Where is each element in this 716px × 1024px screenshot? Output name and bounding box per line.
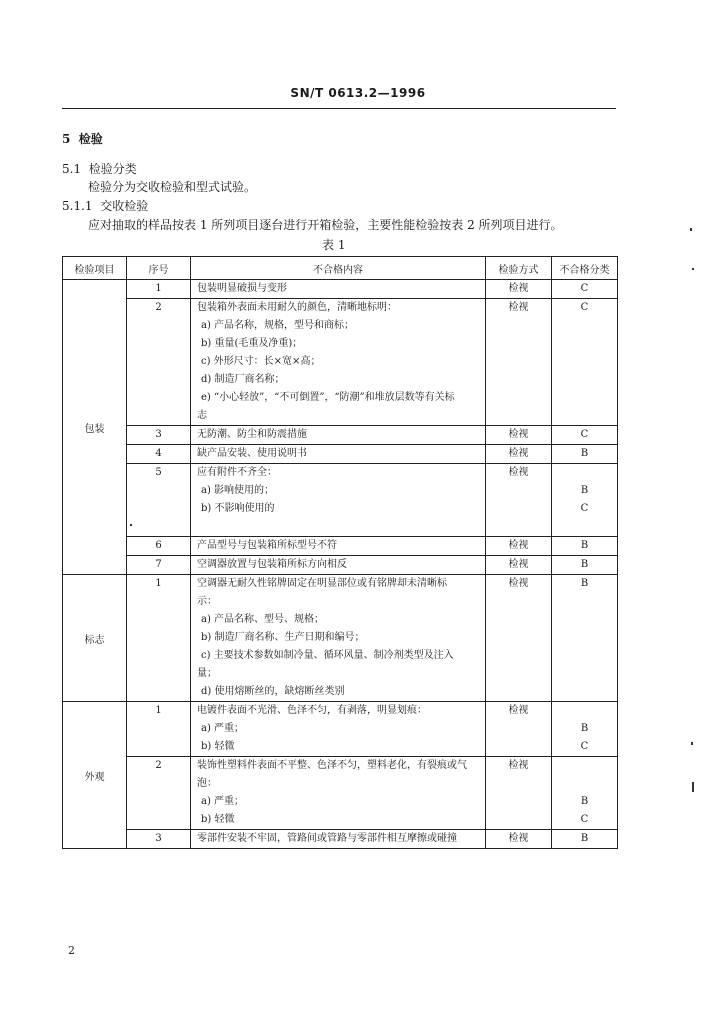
inspection-method-cell bbox=[486, 280, 552, 299]
nonconformity-class: B bbox=[580, 485, 589, 496]
content-line: c) 主要技术参数如制冷量、循环风量、制冷剂类型及注入 bbox=[201, 650, 454, 661]
content-line: 缺产品安装、使用说明书 bbox=[197, 448, 307, 459]
content-line: 示： bbox=[197, 596, 217, 607]
inspection-method: 检视 bbox=[508, 705, 529, 716]
sequence-number: 2 bbox=[155, 760, 162, 771]
nonconformity-class: C bbox=[580, 302, 589, 313]
sequence-number: 5 bbox=[155, 467, 162, 478]
nonconformity-content-cell bbox=[191, 830, 486, 849]
content-line: b) 轻微 bbox=[201, 741, 235, 752]
content-line: d) 使用熔断丝的，缺熔断丝类别 bbox=[201, 686, 345, 697]
content-line: a) 严重； bbox=[201, 796, 245, 807]
inspection-method: 检视 bbox=[508, 578, 529, 589]
header-inspection-method: 检验方式 bbox=[486, 257, 552, 280]
inspection-method-cell bbox=[486, 830, 552, 849]
table-row bbox=[63, 702, 618, 757]
nonconformity-content-cell bbox=[191, 299, 486, 426]
content-line: 无防潮、防尘和防震措施 bbox=[197, 429, 307, 440]
inspection-method: 检视 bbox=[508, 283, 529, 294]
table-row bbox=[63, 280, 618, 299]
nonconformity-content-cell bbox=[191, 757, 486, 830]
nonconformity-class-cell bbox=[552, 830, 618, 849]
nonconformity-content-cell bbox=[191, 426, 486, 445]
table-row bbox=[63, 575, 618, 702]
nonconformity-class-cell bbox=[552, 575, 618, 702]
nonconformity-class-cell bbox=[552, 445, 618, 464]
scan-speck bbox=[692, 782, 694, 792]
nonconformity-class bbox=[552, 757, 617, 775]
sequence-number-cell bbox=[127, 299, 191, 426]
content-line: 零部件安装不牢固，管路间或管路与零部件相互摩擦或碰撞 bbox=[197, 833, 457, 844]
sequence-number-cell bbox=[127, 445, 191, 464]
nonconformity-class: C bbox=[580, 814, 589, 825]
content-line: b) 制造厂商名称、生产日期和编号； bbox=[201, 632, 365, 643]
content-line: 产品型号与包装箱所标型号不符 bbox=[197, 540, 337, 551]
section-5-title: 检验 bbox=[78, 132, 103, 146]
nonconformity-content-cell bbox=[191, 445, 486, 464]
header-sequence-number: 序号 bbox=[127, 257, 191, 280]
nonconformity-content-cell bbox=[191, 537, 486, 556]
header-nonconformity-content: 不合格内容 bbox=[191, 257, 486, 280]
section-5-number: 5 bbox=[62, 132, 71, 146]
table-caption: 表 1 bbox=[322, 238, 346, 252]
table-row bbox=[63, 464, 618, 537]
section-5-1-body: 检验分为交收检验和型式试验。 bbox=[88, 180, 257, 194]
content-line: a) 产品名称，规格，型号和商标； bbox=[201, 320, 355, 331]
sequence-number: 6 bbox=[155, 540, 162, 551]
inspection-method-cell bbox=[486, 299, 552, 426]
content-line: 泡： bbox=[197, 778, 217, 789]
content-line: 装饰性塑料件表面不平整、色泽不匀，塑料老化，有裂痕或气 bbox=[197, 760, 467, 771]
nonconformity-content-cell bbox=[191, 575, 486, 702]
nonconformity-content-cell bbox=[191, 556, 486, 575]
sequence-number: 1 bbox=[155, 705, 162, 716]
sequence-number: 3 bbox=[155, 429, 162, 440]
content-line: e) “小心轻放”，“不可倒置”，“防潮”和堆放层数等有关标 bbox=[201, 392, 455, 403]
header-rule bbox=[62, 108, 616, 109]
inspection-method: 检视 bbox=[508, 540, 529, 551]
table-row bbox=[63, 537, 618, 556]
scan-speck bbox=[691, 742, 693, 745]
nonconformity-class: C bbox=[580, 741, 589, 752]
nonconformity-class bbox=[552, 464, 617, 482]
inspection-method: 检视 bbox=[508, 302, 529, 313]
nonconformity-content-cell bbox=[191, 702, 486, 757]
sequence-number: 3 bbox=[155, 833, 162, 844]
nonconformity-class: C bbox=[580, 503, 589, 514]
inspection-method-cell bbox=[486, 556, 552, 575]
nonconformity-class: C bbox=[580, 283, 589, 294]
nonconformity-class-cell bbox=[552, 299, 618, 426]
nonconformity-class: B bbox=[580, 796, 589, 807]
nonconformity-content-cell bbox=[191, 280, 486, 299]
nonconformity-class-cell bbox=[552, 702, 618, 757]
inspection-item-cell: 外观 bbox=[63, 702, 127, 849]
nonconformity-class-cell bbox=[552, 464, 618, 537]
inspection-method: 检视 bbox=[508, 467, 529, 478]
nonconformity-class-cell bbox=[552, 556, 618, 575]
section-5-1-1-body: 应对抽取的样品按表 1 所列项目逐台进行开箱检验，主要性能检验按表 2 所列项目进行。 bbox=[88, 218, 563, 232]
sequence-number-cell bbox=[127, 426, 191, 445]
table-row bbox=[63, 299, 618, 426]
nonconformity-class: B bbox=[580, 540, 589, 551]
sequence-number-cell bbox=[127, 537, 191, 556]
nonconformity-class-cell bbox=[552, 280, 618, 299]
nonconformity-class bbox=[552, 702, 617, 720]
sequence-number: 1 bbox=[155, 578, 162, 589]
header-nonconformity-class: 不合格分类 bbox=[552, 257, 618, 280]
scan-speck bbox=[130, 524, 132, 526]
table-row bbox=[63, 757, 618, 830]
inspection-method-cell bbox=[486, 426, 552, 445]
section-5-1-number: 5.1 bbox=[62, 162, 82, 176]
content-line: b) 轻微 bbox=[201, 814, 235, 825]
sequence-number: 4 bbox=[155, 448, 162, 459]
nonconformity-class-cell bbox=[552, 537, 618, 556]
inspection-item-cell: 包装 bbox=[63, 280, 127, 575]
inspection-method-cell bbox=[486, 575, 552, 702]
inspection-method: 检视 bbox=[508, 559, 529, 570]
nonconformity-class: B bbox=[580, 723, 589, 734]
content-line: b) 重量(毛重及净重)； bbox=[201, 338, 303, 349]
sequence-number-cell bbox=[127, 575, 191, 702]
content-line: c) 外形尺寸：长×宽×高； bbox=[201, 356, 321, 367]
content-line: 量； bbox=[197, 668, 217, 679]
sequence-number: 7 bbox=[155, 559, 162, 570]
inspection-method-cell bbox=[486, 464, 552, 537]
inspection-method: 检视 bbox=[508, 448, 529, 459]
content-line: b) 不影响使用的 bbox=[201, 503, 275, 514]
table-row bbox=[63, 830, 618, 849]
inspection-method-cell bbox=[486, 445, 552, 464]
inspection-method-cell bbox=[486, 702, 552, 757]
standard-header: SN/T 0613.2—1996 bbox=[290, 86, 426, 100]
section-5-1-1-heading bbox=[62, 197, 148, 214]
table-row bbox=[63, 445, 618, 464]
nonconformity-class-cell bbox=[552, 757, 618, 830]
page-number: 2 bbox=[68, 944, 75, 957]
content-line: 电镀件表面不光滑、色泽不匀，有剥落，明显划痕： bbox=[197, 705, 427, 716]
content-line: a) 严重； bbox=[201, 723, 245, 734]
section-5-heading bbox=[62, 130, 103, 147]
content-line: a) 影响使用的； bbox=[201, 485, 275, 496]
content-line bbox=[191, 518, 485, 536]
inspection-method: 检视 bbox=[508, 429, 529, 440]
sequence-number-cell bbox=[127, 830, 191, 849]
nonconformity-class: B bbox=[580, 578, 589, 589]
sequence-number-cell bbox=[127, 464, 191, 537]
section-5-1-title: 检验分类 bbox=[88, 162, 137, 176]
scan-speck bbox=[690, 228, 692, 231]
inspection-method: 检视 bbox=[508, 833, 529, 844]
inspection-method-cell bbox=[486, 537, 552, 556]
content-line: 志 bbox=[197, 410, 207, 421]
sequence-number-cell bbox=[127, 280, 191, 299]
table-row bbox=[63, 426, 618, 445]
section-5-1-1-title: 交收检验 bbox=[100, 199, 149, 213]
sequence-number-cell bbox=[127, 757, 191, 830]
sequence-number-cell bbox=[127, 556, 191, 575]
content-line: 包装箱外表面未用耐久的颜色，清晰地标明： bbox=[197, 302, 397, 313]
sequence-number: 2 bbox=[155, 302, 162, 313]
content-line: 应有附件不齐全： bbox=[197, 467, 277, 478]
inspection-method: 检视 bbox=[508, 760, 529, 771]
nonconformity-class: B bbox=[580, 833, 589, 844]
sequence-number: 1 bbox=[155, 283, 162, 294]
content-line: a) 产品名称、型号、规格； bbox=[201, 614, 325, 625]
scan-speck bbox=[692, 268, 694, 270]
section-5-1-heading bbox=[62, 160, 137, 177]
sequence-number-cell bbox=[127, 702, 191, 757]
nonconformity-class: B bbox=[580, 448, 589, 459]
inspection-item-cell: 标志 bbox=[63, 575, 127, 702]
table-header-row bbox=[63, 257, 618, 280]
content-line: 空调器无耐久性铭牌固定在明显部位或有铭牌却未清晰标 bbox=[197, 578, 447, 589]
nonconformity-class: B bbox=[580, 559, 589, 570]
table-row bbox=[63, 556, 618, 575]
nonconformity-class bbox=[552, 518, 617, 536]
nonconformity-class-cell bbox=[552, 426, 618, 445]
nonconformity-class bbox=[552, 775, 617, 793]
header-inspection-item: 检验项目 bbox=[63, 257, 127, 280]
inspection-table bbox=[62, 256, 618, 849]
section-5-1-1-number: 5.1.1 bbox=[62, 199, 93, 213]
content-line: 包装明显破损与变形 bbox=[197, 283, 287, 294]
inspection-method-cell bbox=[486, 757, 552, 830]
content-line: 空调器放置与包装箱所标方向相反 bbox=[197, 559, 347, 570]
nonconformity-class: C bbox=[580, 429, 589, 440]
content-line: d) 制造厂商名称； bbox=[201, 374, 285, 385]
nonconformity-content-cell bbox=[191, 464, 486, 537]
